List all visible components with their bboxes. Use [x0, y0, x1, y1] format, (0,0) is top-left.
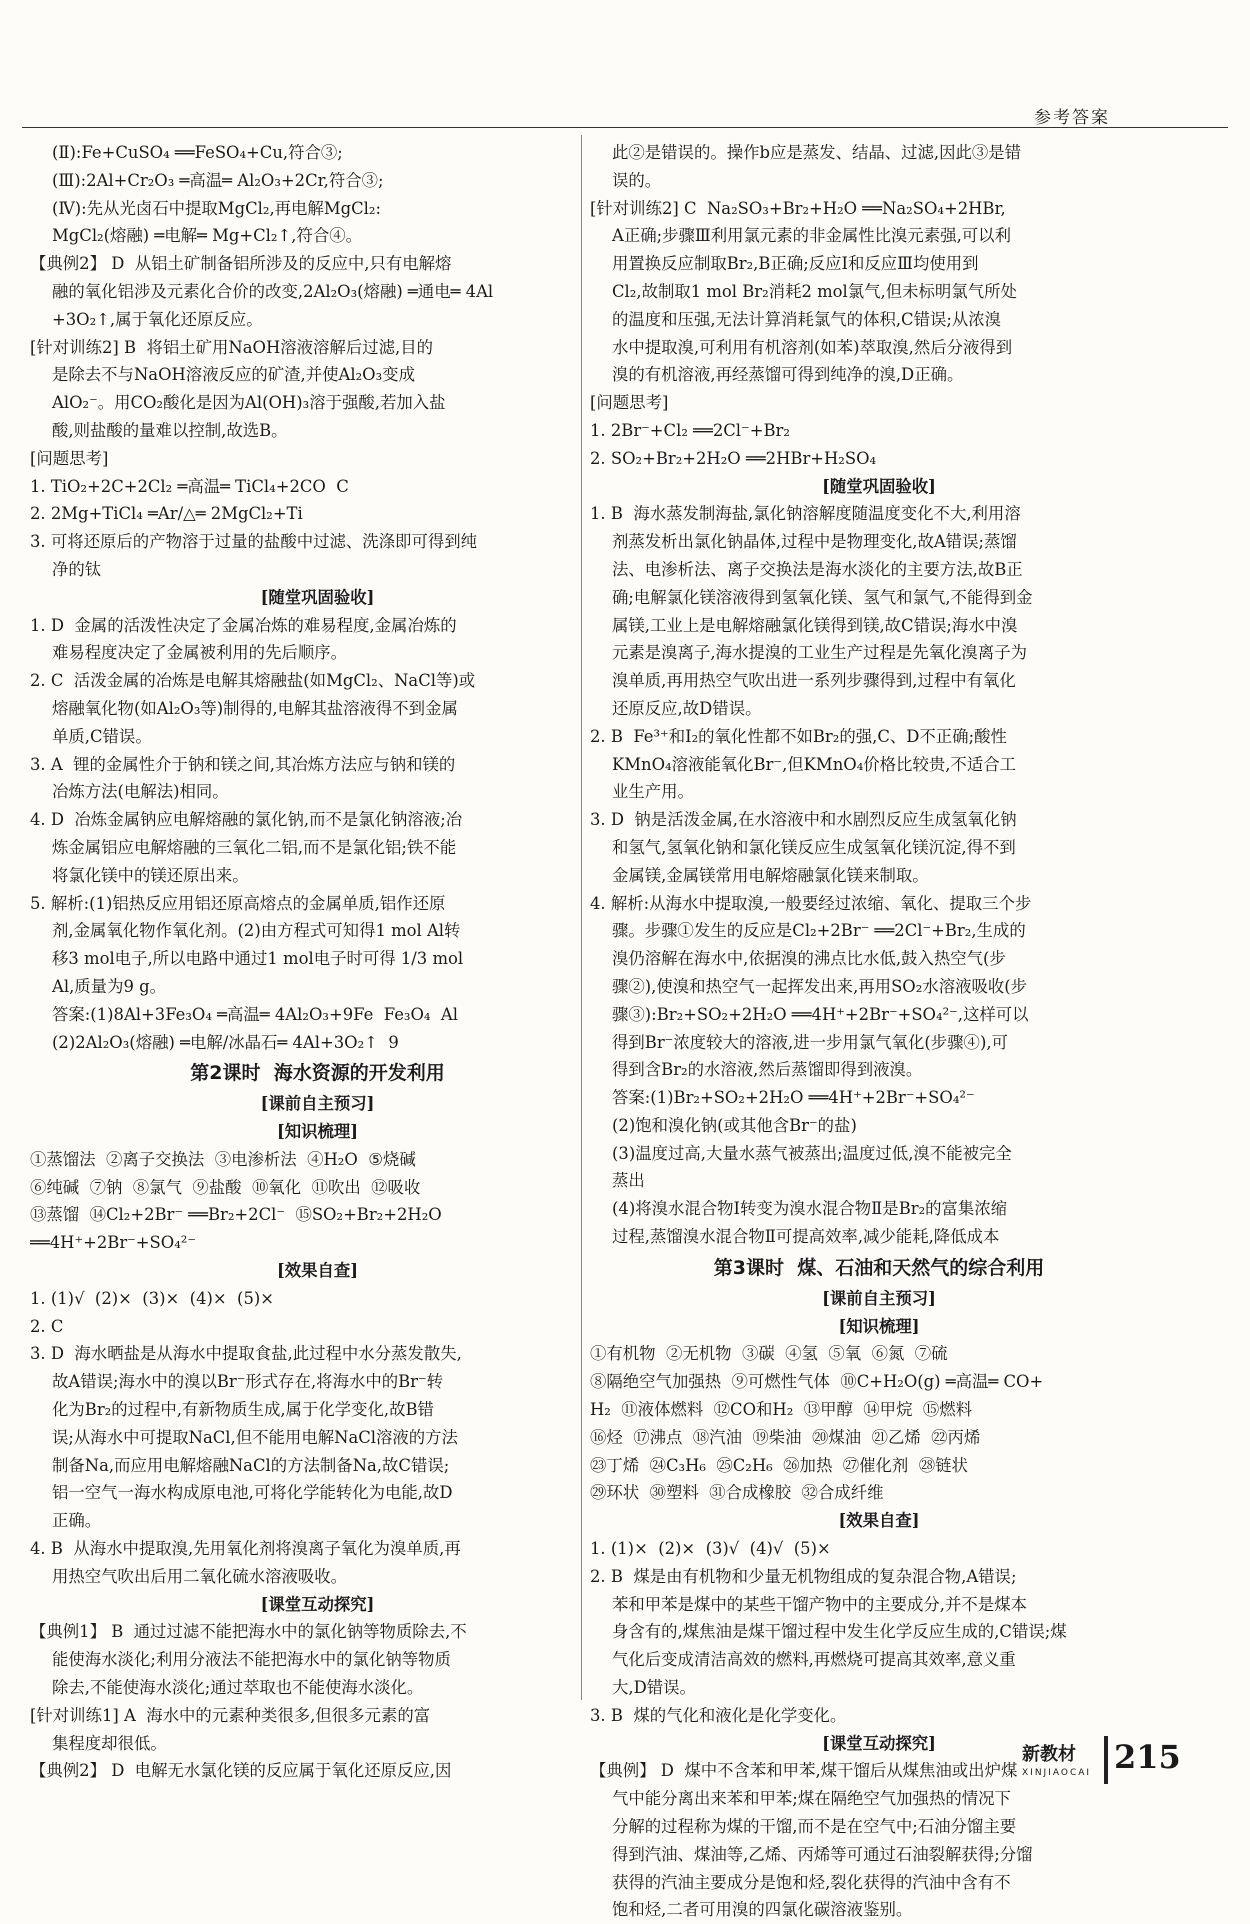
text-line: 3. D 钠是活泼金属,在水溶液中和水剧烈反应生成氢氧化钠 — [590, 810, 1017, 830]
text-line: 答案:(1)Br₂+SO₂+2H₂O ══4H⁺+2Br⁻+SO₄²⁻ — [612, 1088, 975, 1108]
left-column — [30, 139, 605, 1785]
text-line: 正确。 — [52, 1511, 102, 1531]
text-line: 3. A 锂的金属性介于钠和镁之间,其冶炼方法应与钠和镁的 — [30, 754, 456, 774]
text-line: 骤②),使溴和热空气一起挥发出来,再用SO₂水溶液吸收(步 — [612, 976, 1028, 996]
text-line: [针对训练2] C Na₂SO₃+Br₂+H₂O ══Na₂SO₄+2HBr, — [590, 198, 1006, 218]
text-line: 4. D 冶炼金属钠应电解熔融的氯化钠,而不是氯化钠溶液;冶 — [30, 810, 463, 830]
text-line: 【典例2】 D 电解无水氯化镁的反应属于氧化还原反应,因 — [30, 1761, 452, 1781]
text-line: 将氯化镁中的镁还原出来。 — [52, 865, 249, 885]
text-line: 得到含Br₂的水溶液,然后蒸馏即得到液溴。 — [612, 1060, 923, 1080]
text-line: 法、电渗析法、离子交换法是海水淡化的主要方法,故B正 — [612, 559, 1023, 579]
section-heading: [课堂互动探究] — [822, 1733, 936, 1753]
section-heading: [效果自查] — [838, 1511, 920, 1531]
text-line: 集程度却很低。 — [52, 1733, 167, 1753]
lesson-title: 第2课时 海水资源的开发利用 — [190, 1062, 445, 1085]
text-line: (Ⅳ):先从光卤石中提取MgCl₂,再电解MgCl₂: — [52, 198, 381, 218]
section-heading: [课堂互动探究] — [260, 1594, 375, 1614]
header-rule — [22, 127, 1228, 128]
text-line: 【典例1】 B 通过过滤不能把海水中的氯化钠等物质除去,不 — [30, 1622, 467, 1642]
section-heading: [课前自主预习] — [260, 1094, 375, 1114]
text-line: 【典例2】 D 从铝土矿制备铝所涉及的反应中,只有电解熔 — [30, 254, 452, 274]
text-line: Al,质量为9 g。 — [52, 976, 166, 996]
text-line: 是除去不与NaOH溶液反应的矿渣,并使Al₂O₃变成 — [52, 365, 415, 385]
right-column — [590, 139, 1168, 1924]
section-heading: [知识梳理] — [838, 1316, 920, 1336]
text-line: 2. C 活泼金属的冶炼是电解其熔融盐(如MgCl₂、NaCl等)或 — [30, 671, 476, 691]
text-line: [问题思考] — [590, 393, 669, 413]
section-heading: [随堂巩固验收] — [260, 587, 375, 607]
lesson-title: 第3课时 煤、石油和天然气的综合利用 — [713, 1256, 1045, 1279]
text-line: 大,D错误。 — [612, 1678, 696, 1698]
text-line: (2)2Al₂O₃(熔融) ═电解/冰晶石═ 4Al+3O₂↑ 9 — [52, 1032, 399, 1052]
text-line: 制备Na,而应用电解熔融NaCl的方法制备Na,故C错误; — [52, 1455, 450, 1475]
text-line: 1. D 金属的活泼性决定了金属冶炼的难易程度,金属冶炼的 — [30, 615, 457, 635]
brand-divider — [1104, 1736, 1108, 1784]
text-line: 剂蒸发析出氯化钠晶体,过程中是物理变化,故A错误;蒸馏 — [612, 532, 1017, 552]
text-line: 骤。步骤①发生的反应是Cl₂+2Br⁻ ══2Cl⁻+Br₂,生成的 — [612, 921, 1026, 941]
text-line: 4. 解析:从海水中提取溴,一般要经过浓缩、氧化、提取三个步 — [590, 893, 1032, 913]
text-line: 的温度和压强,无法计算消耗氯气的体积,C错误;从浓溴 — [612, 309, 1002, 329]
text-line: 2. SO₂+Br₂+2H₂O ══2HBr+H₂SO₄ — [590, 448, 877, 468]
text-line: ══4H⁺+2Br⁻+SO₄²⁻ — [30, 1233, 196, 1253]
text-line: 炼金属铝应电解熔融的三氧化二铝,而不是氯化铝;铁不能 — [52, 837, 457, 857]
text-line: 获得的汽油主要成分是饱和烃,裂化获得的汽油中含有不 — [612, 1872, 1011, 1892]
text-line: 溴仍溶解在海水中,依据溴的沸点比水低,鼓入热空气(步 — [612, 949, 1006, 969]
text-line: (Ⅲ):2Al+Cr₂O₃ ═高温═ Al₂O₃+2Cr,符合③; — [52, 170, 384, 190]
text-line: 除去,不能使海水淡化;通过萃取也不能使海水淡化。 — [52, 1678, 424, 1698]
text-line: 蒸出 — [612, 1171, 645, 1191]
text-line: 冶炼方法(电解法)相同。 — [52, 782, 229, 802]
text-line: A正确;步骤Ⅲ利用氯元素的非金属性比溴元素强,可以利 — [612, 226, 1011, 246]
text-line: (2)饱和溴化钠(或其他含Br⁻的盐) — [612, 1115, 857, 1135]
text-line: 得到汽油、煤油等,乙烯、丙烯等可通过石油裂解获得;分馏 — [612, 1844, 1033, 1864]
text-line: 移3 mol电子,所以电路中通过1 mol电子时可得 1/3 mol — [52, 949, 464, 969]
text-line: 元素是溴离子,海水提溴的工业生产过程是先氧化溴离子为 — [612, 643, 1027, 663]
section-heading: [随堂巩固验收] — [822, 476, 936, 496]
text-line: 铝一空气一海水构成原电池,可将化学能转化为电能,故D — [52, 1483, 453, 1503]
text-line: 得到Br⁻浓度较大的溶液,进一步用氯气氧化(步骤④),可 — [612, 1032, 1008, 1052]
text-line: 4. B 从海水中提取溴,先用氧化剂将溴离子氧化为溴单质,再 — [30, 1539, 461, 1559]
text-line: 业生产用。 — [612, 782, 694, 802]
text-line: 5. 解析:(1)铝热反应用铝还原高熔点的金属单质,铝作还原 — [30, 893, 446, 913]
section-heading: [知识梳理] — [276, 1122, 359, 1142]
text-line: 答案:(1)8Al+3Fe₃O₄ ═高温═ 4Al₂O₃+9Fe Fe₃O₄ Al — [52, 1004, 458, 1024]
text-line: 气化后变成清洁高效的燃料,再燃烧可提高其效率,意义重 — [612, 1650, 1016, 1670]
text-line: 融的氧化铝涉及元素化合价的改变,2Al₂O₃(熔融) ═通电═ 4Al — [52, 281, 494, 301]
text-line: 饱和烃,二者可用溴的四氯化碳溶液鉴别。 — [612, 1900, 913, 1920]
column-divider — [581, 135, 582, 1700]
text-line: 确;电解氯化镁溶液得到氢氧化镁、氢气和氯气,不能得到金 — [612, 587, 1033, 607]
page-number: 215 — [1114, 1738, 1181, 1776]
text-line: 2. 2Mg+TiCl₄ ═Ar/△═ 2MgCl₂+Ti — [30, 504, 303, 524]
text-line: 骤③):Br₂+SO₂+2H₂O ══4H⁺+2Br⁻+SO₄²⁻,这样可以 — [612, 1004, 1029, 1024]
text-line: ㉓丁烯 ㉔C₃H₆ ㉕C₂H₆ ㉖加热 ㉗催化剂 ㉘链状 — [590, 1455, 968, 1475]
text-line: 分解的过程称为煤的干馏,而不是在空气中;石油分馏主要 — [612, 1817, 1017, 1837]
text-line: (4)将溴水混合物Ⅰ转变为溴水混合物Ⅱ是Br₂的富集浓缩 — [612, 1199, 1008, 1219]
text-line: 气中能分离出来苯和甲苯;煤在隔绝空气加强热的情况下 — [612, 1789, 1011, 1809]
brand-name: 新教材 — [1022, 1744, 1076, 1765]
text-line: ⑯烃 ⑰沸点 ⑱汽油 ⑲柴油 ⑳煤油 ㉑乙烯 ㉒丙烯 — [590, 1427, 981, 1447]
text-line: 难易程度决定了金属被利用的先后顺序。 — [52, 643, 348, 663]
text-line: 用置换反应制取Br₂,B正确;反应Ⅰ和反应Ⅲ均使用到 — [612, 254, 979, 274]
text-line: 和氢气,氢氧化钠和氯化镁反应生成氢氧化镁沉淀,得不到 — [612, 837, 1016, 857]
text-line: Cl₂,故制取1 mol Br₂消耗2 mol氯气,但未标明氯气所处 — [612, 281, 1017, 301]
text-line: 还原反应,故D错误。 — [612, 698, 762, 718]
text-line: [针对训练2] B 将铝土矿用NaOH溶液溶解后过滤,目的 — [30, 337, 433, 357]
text-line: 身含有的,煤焦油是煤干馏过程中发生化学反应生成的,C错误;煤 — [612, 1622, 1067, 1642]
text-line: 3. B 煤的气化和液化是化学变化。 — [590, 1705, 847, 1725]
text-line: [针对训练1] A 海水中的元素种类很多,但很多元素的富 — [30, 1705, 431, 1725]
text-line: H₂ ⑪液体燃料 ⑫CO和H₂ ⑬甲醇 ⑭甲烷 ⑮燃料 — [590, 1400, 973, 1420]
publisher-logo — [1022, 1736, 1212, 1796]
text-line: 3. 可将还原后的产物溶于过量的盐酸中过滤、洗涤即可得到纯 — [30, 532, 478, 552]
text-line: AlO₂⁻。用CO₂酸化是因为Al(OH)₃溶于强酸,若加入盐 — [52, 393, 446, 413]
text-line: 化为Br₂的过程中,有新物质生成,属于化学变化,故B错 — [52, 1400, 434, 1420]
text-line: 1. (1)× (2)× (3)√ (4)√ (5)× — [590, 1539, 831, 1559]
text-line: ①有机物 ②无机物 ③碳 ④氢 ⑤氧 ⑥氮 ⑦硫 — [590, 1344, 948, 1364]
text-line: 1. TiO₂+2C+2Cl₂ ═高温═ TiCl₄+2CO C — [30, 476, 349, 496]
section-heading: [效果自查] — [276, 1261, 359, 1281]
text-line: [问题思考] — [30, 448, 109, 468]
text-line: ⑧隔绝空气加强热 ⑨可燃性气体 ⑩C+H₂O(g) ═高温═ CO+ — [590, 1372, 1044, 1392]
brand-pinyin: XINJIAOCAI — [1022, 1768, 1092, 1778]
text-line: ①蒸馏法 ②离子交换法 ③电渗析法 ④H₂O ⑤烧碱 — [30, 1149, 416, 1169]
text-line: 【典例】 D 煤中不含苯和甲苯,煤干馏后从煤焦油或出炉煤 — [590, 1761, 1018, 1781]
text-line: 2. C — [30, 1316, 64, 1336]
text-line: 3. D 海水晒盐是从海水中提取食盐,此过程中水分蒸发散失, — [30, 1344, 462, 1364]
text-line: 2. B Fe³⁺和I₂的氧化性都不如Br₂的强,C、D不正确;酸性 — [590, 726, 1007, 746]
text-line: 熔融氧化物(如Al₂O₃等)制得的,电解其盐溶液得不到金属 — [52, 698, 458, 718]
text-line: 1. B 海水蒸发制海盐,氯化钠溶解度随温度变化不大,利用溶 — [590, 504, 1021, 524]
text-line: 溴单质,再用热空气吹出进一系列步骤得到,过程中有氧化 — [612, 671, 1016, 691]
text-line: 水中提取溴,可利用有机溶剂(如苯)萃取溴,然后分液得到 — [612, 337, 1013, 357]
text-line: 1. 2Br⁻+Cl₂ ══2Cl⁻+Br₂ — [590, 420, 790, 440]
text-line: (3)温度过高,大量水蒸气被蒸出;温度过低,溴不能被完全 — [612, 1143, 1012, 1163]
text-line: 1. (1)√ (2)× (3)× (4)× (5)× — [30, 1288, 274, 1308]
text-line: 故A错误;海水中的溴以Br⁻形式存在,将海水中的Br⁻转 — [52, 1372, 444, 1392]
text-line: 属镁,工业上是电解熔融氯化镁得到镁,故C错误;海水中溴 — [612, 615, 1018, 635]
section-heading: [课前自主预习] — [822, 1288, 936, 1308]
text-line: 酸,则盐酸的量难以控制,故选B。 — [52, 420, 288, 440]
text-line: ⑥纯碱 ⑦钠 ⑧氯气 ⑨盐酸 ⑩氧化 ⑪吹出 ⑫吸收 — [30, 1177, 421, 1197]
header-title: 参考答案 — [1034, 108, 1110, 128]
text-line: 误;从海水中可提取NaCl,但不能用电解NaCl溶液的方法 — [52, 1427, 458, 1447]
text-line: (Ⅱ):Fe+CuSO₄ ══FeSO₄+Cu,符合③; — [52, 143, 343, 162]
text-line: 2. B 煤是由有机物和少量无机物组成的复杂混合物,A错误; — [590, 1566, 1017, 1586]
text-line: MgCl₂(熔融) ═电解═ Mg+Cl₂↑,符合④。 — [52, 226, 363, 246]
text-line: 剂,金属氧化物作氧化剂。(2)由方程式可知得1 mol Al转 — [52, 921, 461, 941]
text-line: 苯和甲苯是煤中的某些干馏产物中的主要成分,并不是煤本 — [612, 1594, 1027, 1614]
text-line: ㉙环状 ㉚塑料 ㉛合成橡胶 ㉜合成纤维 — [590, 1483, 884, 1503]
text-line: 金属镁,金属镁常用电解熔融氯化镁来制取。 — [612, 865, 929, 885]
text-line: 用热空气吹出后用二氧化硫水溶液吸收。 — [52, 1566, 348, 1586]
text-line: 过程,蒸馏溴水混合物Ⅱ可提高效率,减少能耗,降低成本 — [612, 1227, 1000, 1247]
text-line: 误的。 — [612, 170, 662, 190]
text-line: KMnO₄溶液能氧化Br⁻,但KMnO₄价格比较贵,不适合工 — [612, 754, 1016, 774]
text-line: 净的钛 — [52, 559, 102, 579]
text-line: 能使海水淡化;利用分液法不能把海水中的氯化钠等物质 — [52, 1650, 451, 1670]
text-line: 单质,C错误。 — [52, 726, 152, 746]
text-line: +3O₂↑,属于氧化还原反应。 — [52, 309, 263, 329]
text-line: 此②是错误的。操作b应是蒸发、结晶、过滤,因此③是错 — [612, 143, 1022, 162]
text-line: ⑬蒸馏 ⑭Cl₂+2Br⁻ ══Br₂+2Cl⁻ ⑮SO₂+Br₂+2H₂O — [30, 1205, 442, 1225]
text-line: 溴的有机溶液,再经蒸馏可得到纯净的溴,D正确。 — [612, 365, 964, 385]
